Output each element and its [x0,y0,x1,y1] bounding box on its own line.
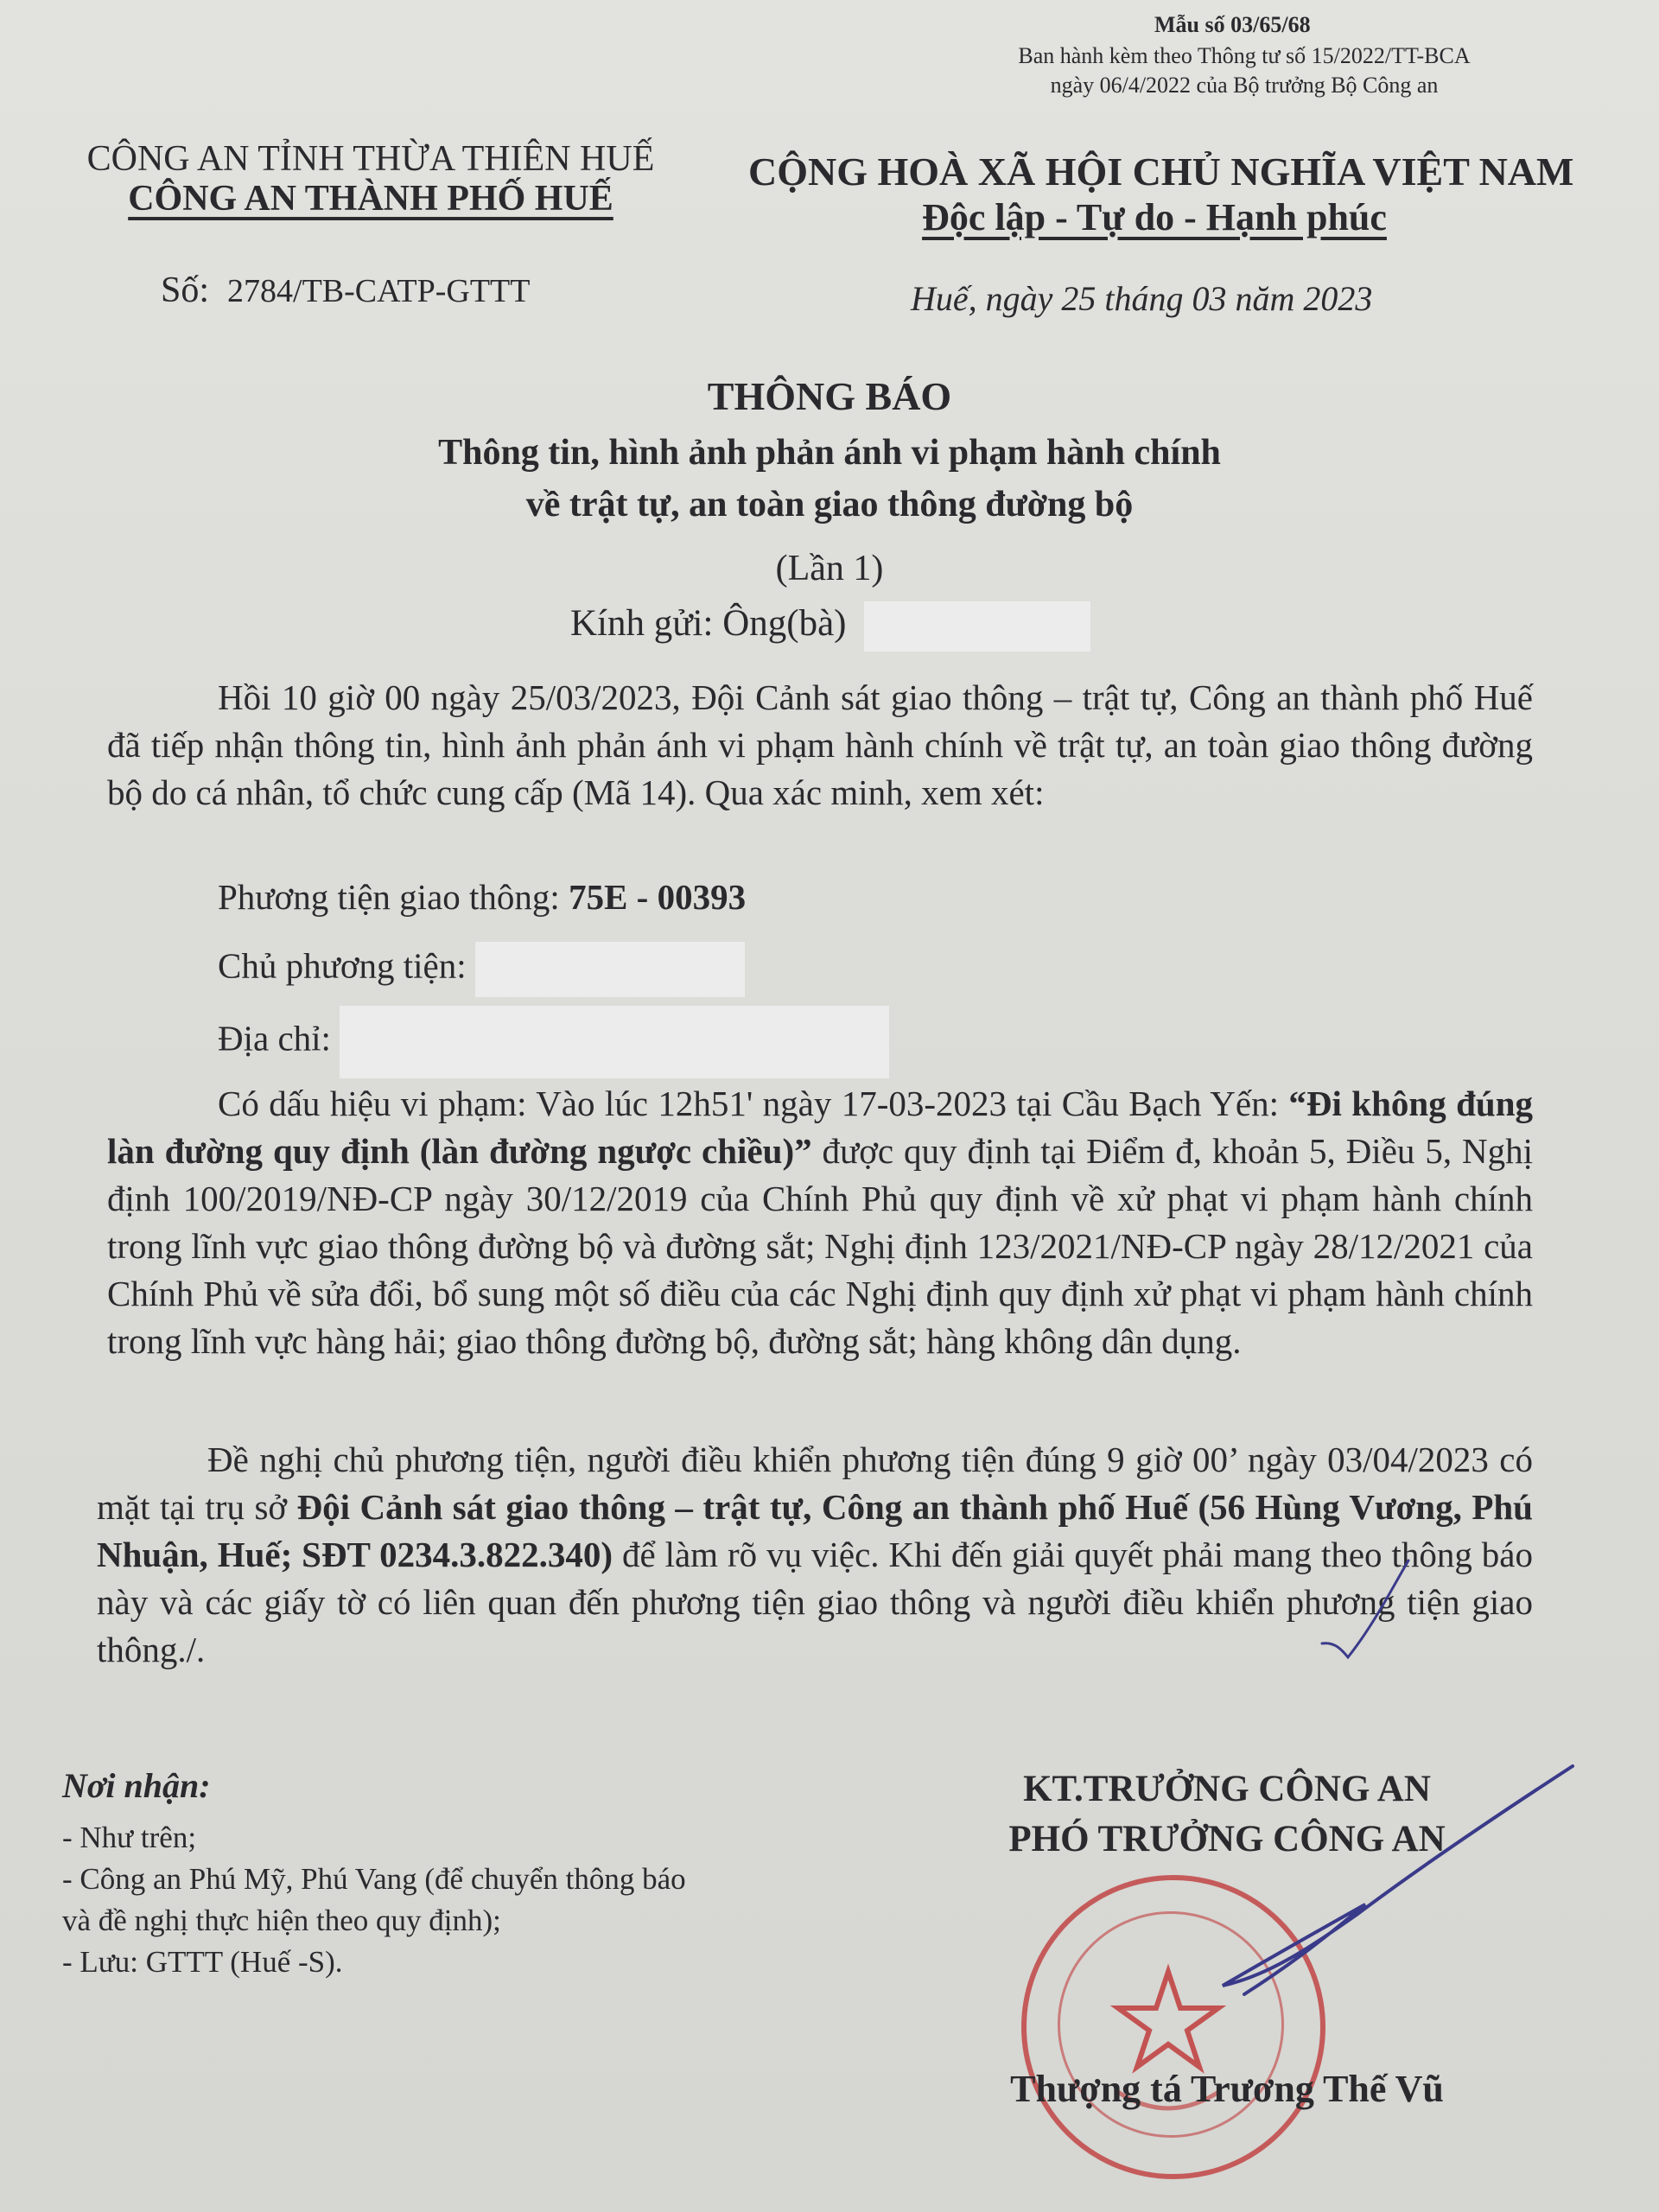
document-title: THÔNG BÁO [707,374,952,418]
initial-mark-icon [1313,1555,1417,1668]
sign-title-1: KT.TRƯỞNG CÔNG AN [1023,1769,1431,1809]
signer-name: Thượng tá Trương Thế Vũ [1010,2068,1444,2110]
recipient-item: và đề nghị thực hiện theo quy định); [62,1904,501,1937]
nation-name: CỘNG HOÀ XÃ HỘI CHỦ NGHĨA VIỆT NAM [748,149,1574,194]
vehicle-label: Phương tiện giao thông: [218,877,560,917]
recipient-item: - Như trên; [62,1821,197,1854]
owner-field [218,942,745,997]
office-address: Đội Cảnh sát giao thông – trật tự, Công an thành phố Huế (56 Hùng Vương, Phú Nhuận, Huế; SĐT 0234.3.822.340) [97,1487,1533,1574]
intro-paragraph: Hồi 10 giờ 00 ngày 25/03/2023, Đội Cảnh sát giao thông – trật tự, Công an thành phố Huế đã tiếp nhận thông tin, hình ảnh phản ánh vi phạm hành chính về trật tự, an toàn giao thông đường bộ do cá nhân, tổ chức cung cấp (Mã 14). Qua xác minh, xem xét: [107,677,1533,812]
form-issued-line-1: Ban hành kèm theo Thông tư số 15/2022/TT-BCA [1018,43,1471,68]
recipient-label: Kính gửi: Ông(bà) [570,602,847,644]
owner-label: Chủ phương tiện: [218,945,467,986]
document-subtitle-1: Thông tin, hình ảnh phản ánh vi phạm hành chính [438,433,1221,473]
recipient-item: - Lưu: GTTT (Huế -S). [62,1945,343,1979]
owner-redacted [475,942,745,997]
violation-paragraph: Có dấu hiệu vi phạm: Vào lúc 12h51' ngày 17-03-2023 tại Cầu Bạch Yến: “Đi không đúng làn đường quy định (làn đường ngược chiều)” được quy định tại Điểm đ, khoản 5, Điều 5, Nghị định 100/2019/NĐ-CP ngày 30/12/2019 của Chính Phủ quy định về xử phạt vi phạm hành chính trong lĩnh vực giao thông đường bộ và đường sắt; Nghị định 123/2021/NĐ-CP ngày 28/12/2021 của Chính Phủ về sửa đổi, bổ sung một số điều của các Nghị định quy định xử phạt vi phạm hành chính trong lĩnh vực hàng hải; giao thông đường bộ, đường sắt; hàng không dân dụng. [107,1084,1533,1361]
attempt-number: (Lần 1) [775,549,884,588]
form-code: Mẫu số 03/65/68 [1154,12,1311,37]
request-paragraph: Đề nghị chủ phương tiện, người điều khiển phương tiện đúng 9 giờ 00’ ngày 03/04/2023 có mặt tại trụ sở Đội Cảnh sát giao thông – trật tự, Công an thành phố Huế (56 Hùng Vương, Phú Nhuận, Huế; SĐT 0234.3.822.340) để làm rõ vụ việc. Khi đến giải quyết phải mang theo thông báo này và các giấy tờ có liên quan đến phương tiện giao thông và người điều khiển phương tiện giao thông./. [97,1440,1533,1669]
form-issued-line-2: ngày 06/4/2022 của Bộ trưởng Bộ Công an [1050,73,1439,98]
agency-name: CÔNG AN THÀNH PHỐ HUẾ [128,179,613,219]
vehicle-field [218,876,746,918]
recipients-title: Nơi nhận: [62,1766,211,1805]
document-date: Huế, ngày 25 tháng 03 năm 2023 [911,279,1373,318]
recipient-line [570,601,1090,652]
address-redacted [340,1006,889,1078]
recipient-redacted [864,601,1090,652]
address-field [218,1006,889,1078]
violation-description: “Đi không đúng làn đường quy định (làn đường ngược chiều)” [107,1084,1533,1171]
nation-motto: Độc lập - Tự do - Hạnh phúc [922,196,1387,238]
document-number-value: 2784/TB-CATP-GTTT [227,273,531,309]
address-label: Địa chỉ: [218,1018,331,1058]
agency-parent: CÔNG AN TỈNH THỪA THIÊN HUẾ [86,139,655,179]
recipient-item: - Công an Phú Mỹ, Phú Vang (để chuyển thông báo [62,1862,686,1896]
signature-icon [1141,1759,1590,2018]
document-number-label: Số: [161,270,210,310]
document-subtitle-2: về trật tự, an toàn giao thông đường bộ [525,485,1134,524]
vehicle-plate: 75E - 00393 [569,877,747,917]
sign-title-2: PHÓ TRƯỞNG CÔNG AN [1008,1819,1446,1859]
document-number [161,270,530,311]
